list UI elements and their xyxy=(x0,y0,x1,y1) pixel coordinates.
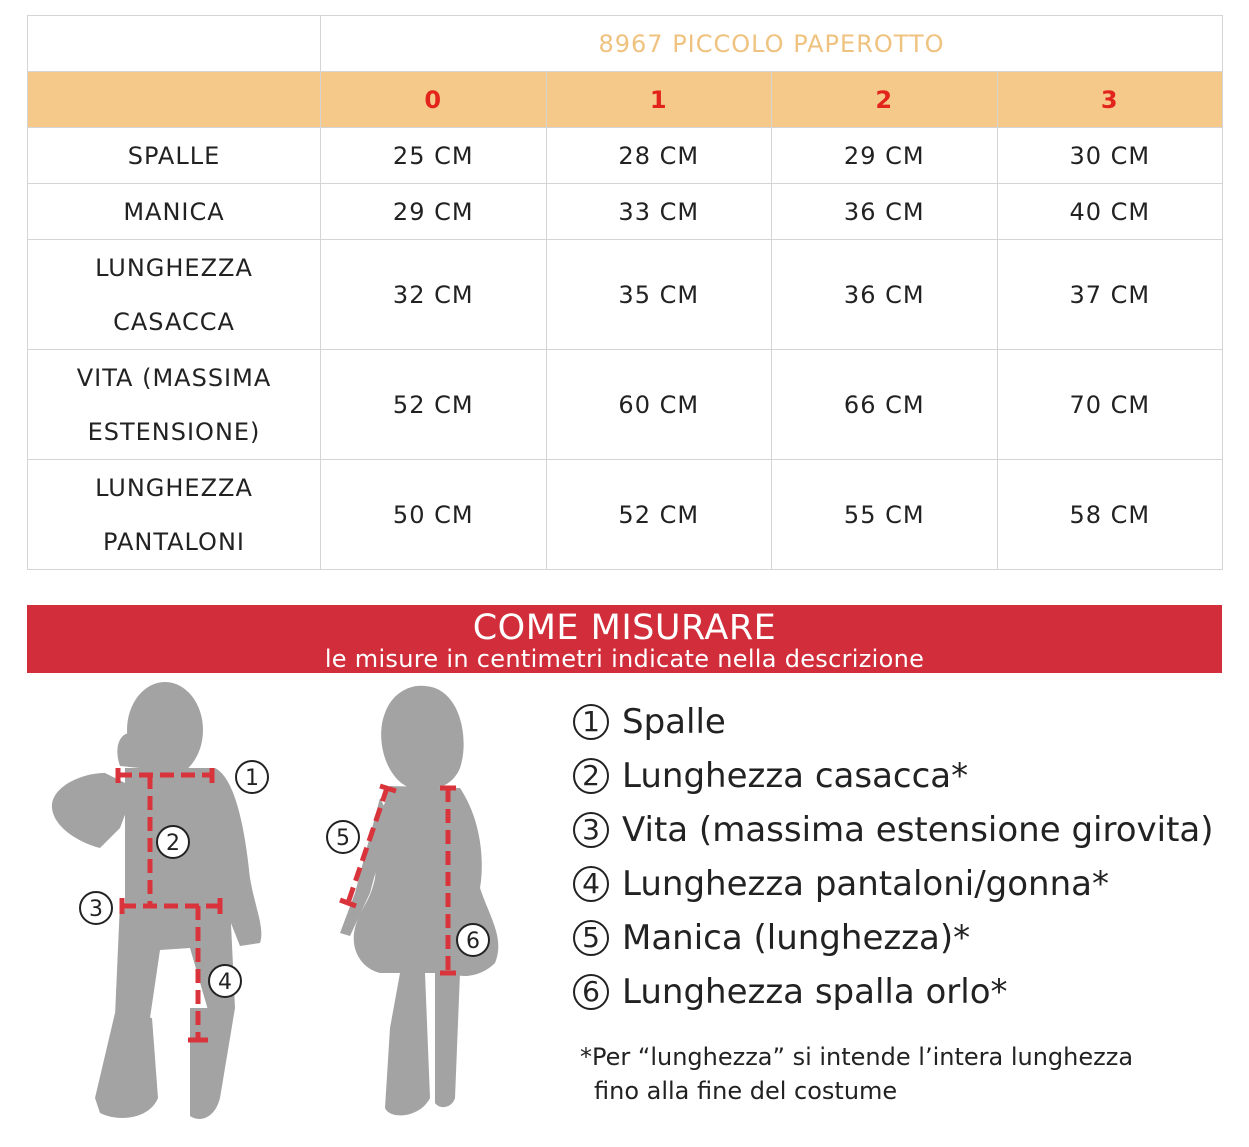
row-label-line: MANICA xyxy=(123,197,225,226)
circled-number-icon: 1 xyxy=(573,704,609,740)
legend-text: Manica (lunghezza)* xyxy=(622,918,971,958)
table-row xyxy=(28,350,1223,460)
legend-item xyxy=(573,965,1214,1019)
size-label: 0 xyxy=(321,72,547,128)
table-row xyxy=(28,240,1223,350)
row-label xyxy=(28,128,321,184)
table-cell: 52 CM xyxy=(321,350,547,460)
table-cell: 25 CM xyxy=(321,128,547,184)
row-label-line: SPALLE xyxy=(127,141,221,170)
row-label-line: ESTENSIONE) xyxy=(87,417,261,446)
footnote-line: *Per “lunghezza” si intende l’intera lunghezza xyxy=(580,1043,1134,1071)
legend-text: Spalle xyxy=(622,702,726,742)
table-cell: 35 CM xyxy=(546,240,772,350)
table-row xyxy=(28,460,1223,570)
title-row xyxy=(28,16,1223,72)
marker-6 xyxy=(457,924,489,956)
table-cell: 52 CM xyxy=(546,460,772,570)
size-header-row xyxy=(28,72,1223,128)
circled-number-icon: 5 xyxy=(573,920,609,956)
table-cell: 29 CM xyxy=(772,128,998,184)
circled-number-icon: 4 xyxy=(573,866,609,902)
legend-item xyxy=(573,695,1214,749)
row-label-line: LUNGHEZZA xyxy=(95,473,253,502)
row-label xyxy=(28,240,321,350)
marker-1 xyxy=(236,761,268,793)
circled-number-icon: 2 xyxy=(573,758,609,794)
guide-subtitle: le misure in centimetri indicate nella descrizione xyxy=(324,645,925,673)
size-header-corner xyxy=(28,72,321,128)
legend-text: Lunghezza pantaloni/gonna* xyxy=(622,864,1109,904)
table-cell: 36 CM xyxy=(772,240,998,350)
guide-title: COME MISURARE xyxy=(472,608,777,648)
table-cell: 70 CM xyxy=(997,350,1223,460)
empty-corner-cell xyxy=(28,16,321,72)
row-label xyxy=(28,460,321,570)
table-cell: 32 CM xyxy=(321,240,547,350)
table-cell: 60 CM xyxy=(546,350,772,460)
size-label: 1 xyxy=(546,72,772,128)
table-row xyxy=(28,184,1223,240)
marker-4-label: 4 xyxy=(218,970,232,995)
marker-1-label: 1 xyxy=(245,766,259,791)
table-cell: 37 CM xyxy=(997,240,1223,350)
marker-4 xyxy=(209,965,241,997)
table-cell: 50 CM xyxy=(321,460,547,570)
girl-silhouette xyxy=(340,686,498,1116)
row-label-line: PANTALONI xyxy=(103,527,245,556)
product-title: 8967 PICCOLO PAPEROTTO xyxy=(321,16,1223,72)
size-label: 3 xyxy=(997,72,1223,128)
marker-3-label: 3 xyxy=(89,897,103,922)
table-cell: 58 CM xyxy=(997,460,1223,570)
row-label xyxy=(28,184,321,240)
marker-3 xyxy=(80,892,112,924)
table-cell: 33 CM xyxy=(546,184,772,240)
legend-text: Lunghezza casacca* xyxy=(622,756,969,796)
child-silhouettes-illustration xyxy=(40,678,520,1138)
table-cell: 55 CM xyxy=(772,460,998,570)
row-label xyxy=(28,350,321,460)
marker-2-label: 2 xyxy=(166,831,180,856)
marker-5 xyxy=(327,821,359,853)
table-cell: 29 CM xyxy=(321,184,547,240)
legend-item xyxy=(573,857,1214,911)
table-cell: 30 CM xyxy=(997,128,1223,184)
circled-number-icon: 6 xyxy=(573,974,609,1010)
row-label-line: CASACCA xyxy=(113,307,235,336)
marker-6-label: 6 xyxy=(466,929,480,954)
legend-text: Lunghezza spalla orlo* xyxy=(622,972,1008,1012)
marker-2 xyxy=(157,826,189,858)
legend-text: Vita (massima estensione girovita) xyxy=(622,810,1214,850)
table-cell: 28 CM xyxy=(546,128,772,184)
row-label-line: VITA (MASSIMA xyxy=(76,363,272,392)
legend-item xyxy=(573,749,1214,803)
footnote-line: fino alla fine del costume xyxy=(594,1077,898,1105)
table-cell: 66 CM xyxy=(772,350,998,460)
marker-5-label: 5 xyxy=(336,826,350,851)
legend-item xyxy=(573,803,1214,857)
measure-guide-banner xyxy=(27,605,1222,673)
table-cell: 40 CM xyxy=(997,184,1223,240)
length-footnote xyxy=(580,1040,1133,1108)
legend-item xyxy=(573,911,1214,965)
table-cell: 36 CM xyxy=(772,184,998,240)
size-table xyxy=(27,15,1223,570)
measurement-legend xyxy=(573,695,1214,1019)
circled-number-icon: 3 xyxy=(573,812,609,848)
size-label: 2 xyxy=(772,72,998,128)
row-label-line: LUNGHEZZA xyxy=(95,253,253,282)
table-row xyxy=(28,128,1223,184)
